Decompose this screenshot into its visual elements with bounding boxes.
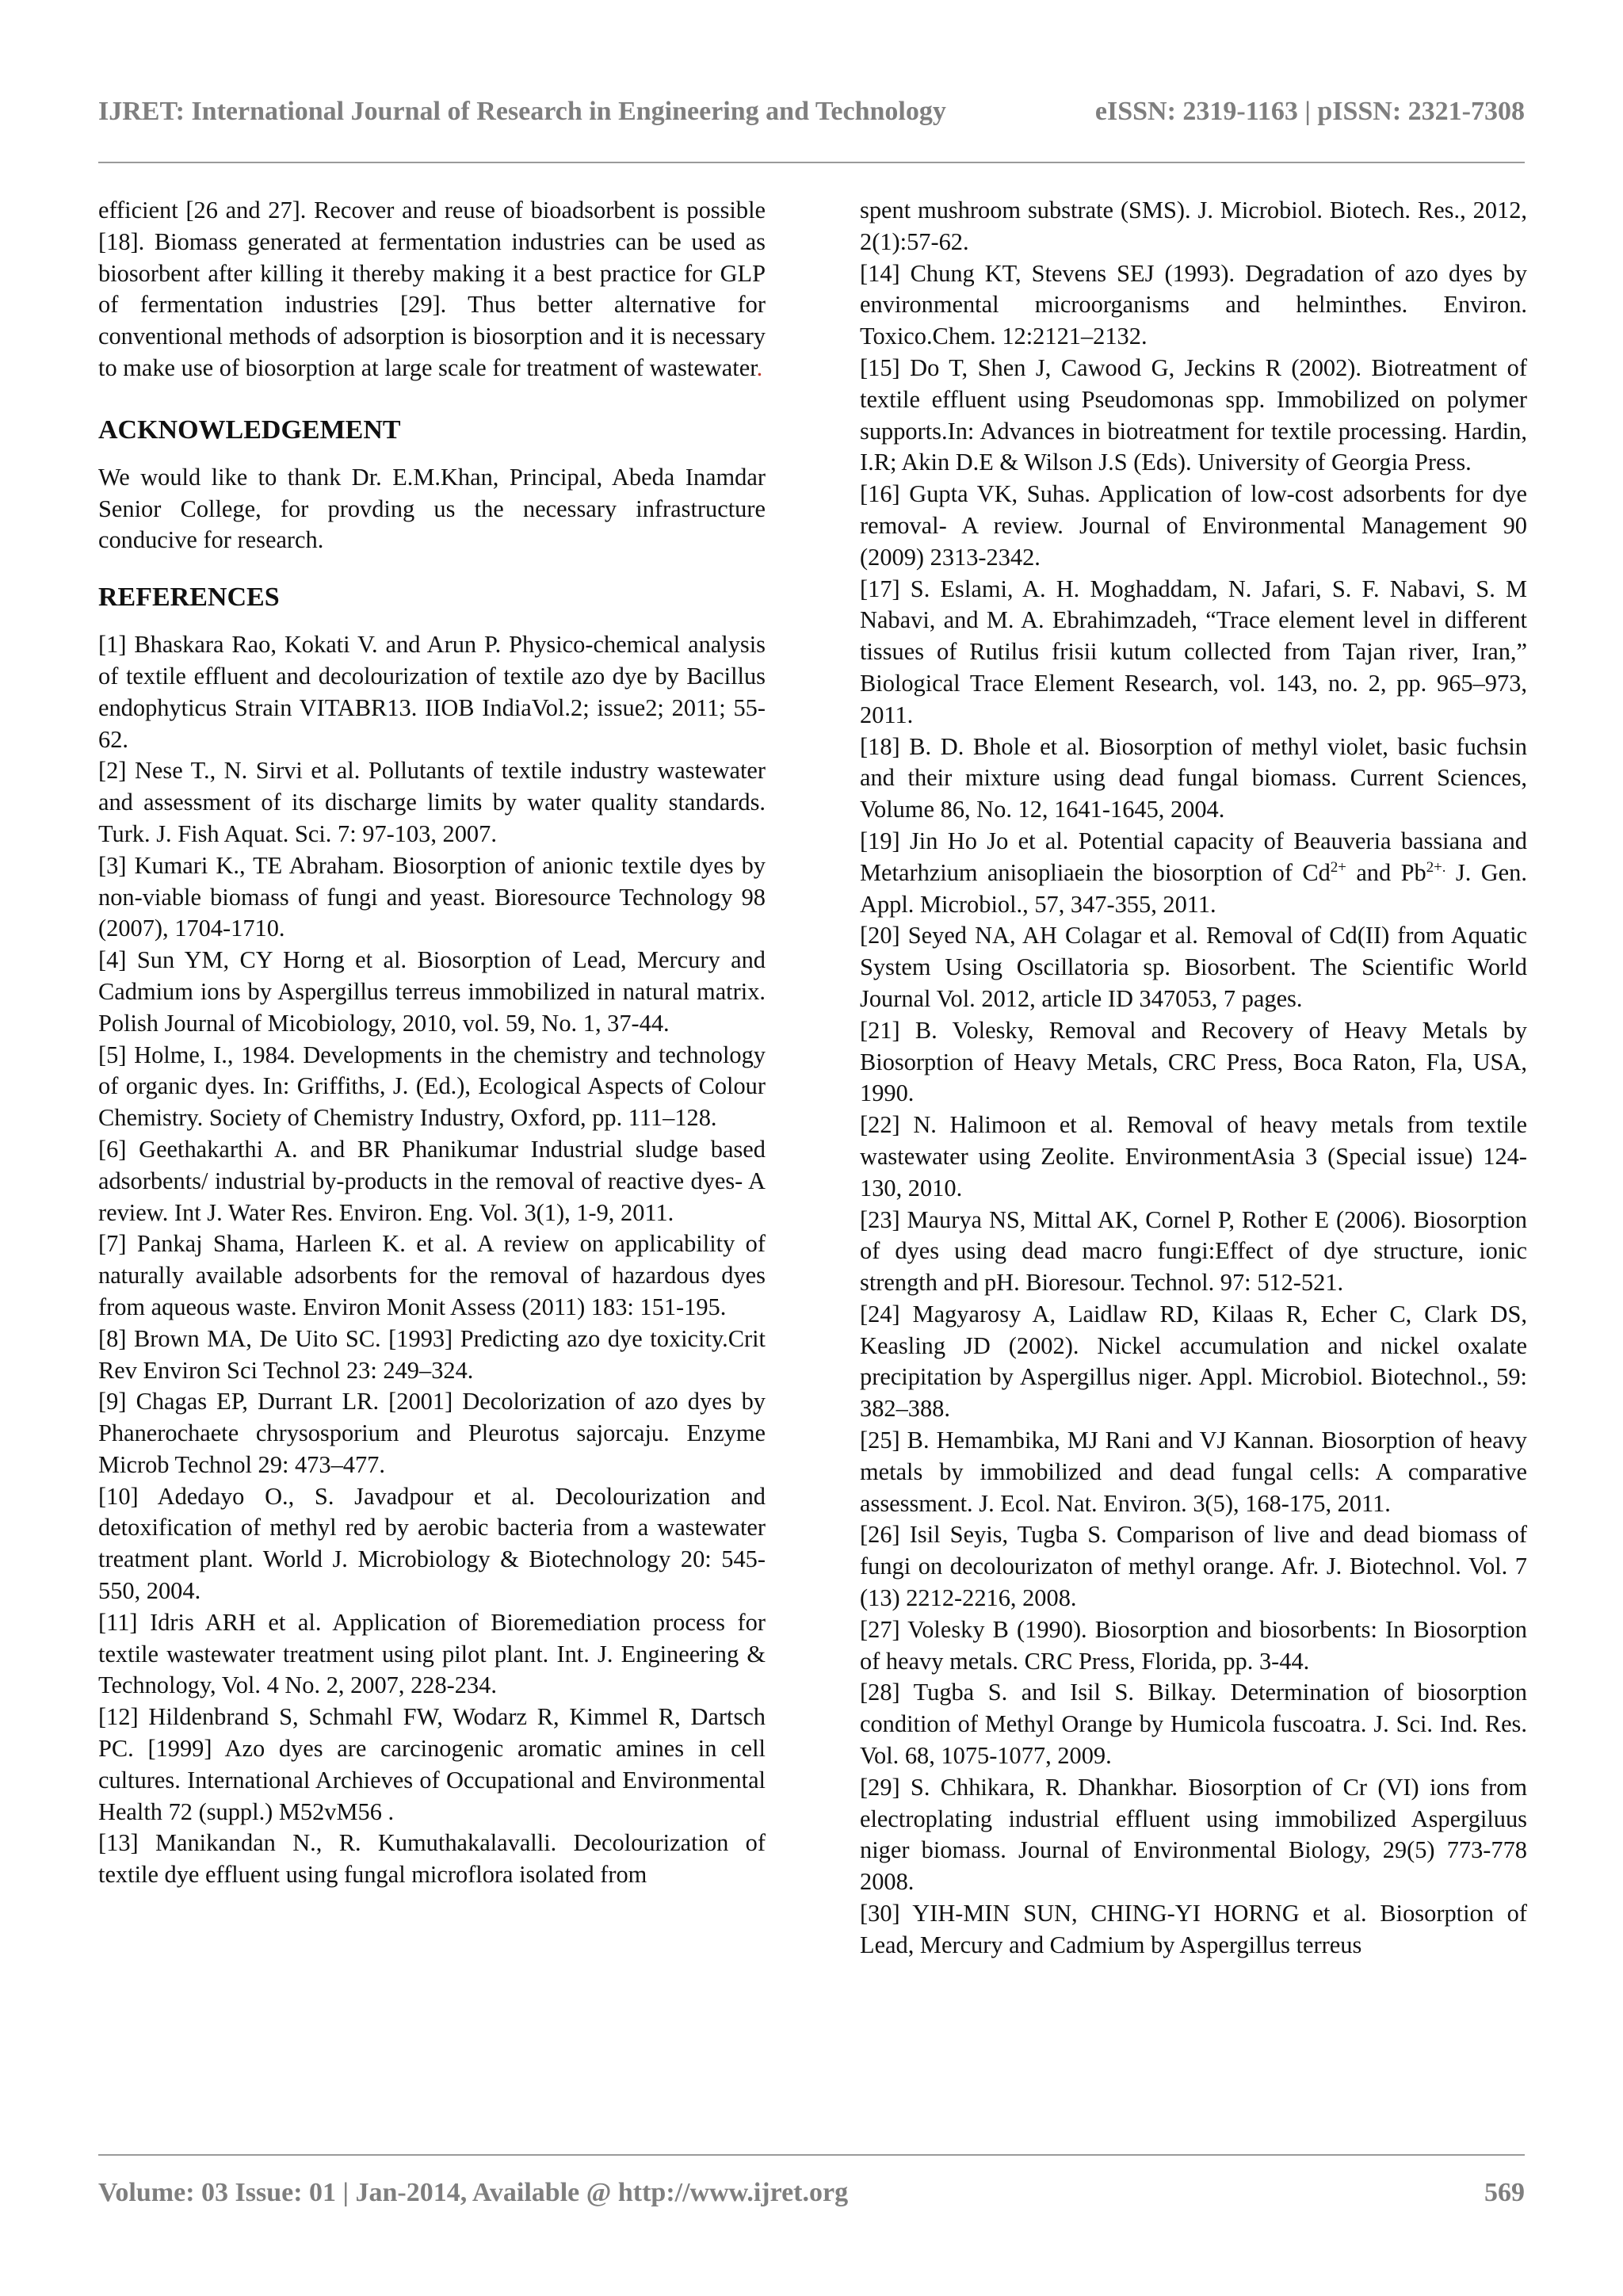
left-column bbox=[98, 195, 766, 1891]
reference-3: [3] Kumari K., TE Abraham. Biosorption of anionic textile dyes by non-viable biomass of fungi and yeast. Bioresource Technology 98 (2007), 1704-1710. bbox=[98, 851, 766, 942]
page-number: 569 bbox=[1484, 2178, 1525, 2207]
reference-17: [17] S. Eslami, A. H. Moghaddam, N. Jafari, S. F. Nabavi, S. M Nabavi, and M. A. Ebrahimzadeh, “Trace element level in different tissues of Rutilus frisii kutum collected from Tajan river, Iran,” Biological Trace Element Research, vol. 143, no. 2, pp. 965–973, 2011. bbox=[860, 575, 1527, 728]
reference-16: [16] Gupta VK, Suhas. Application of low-cost adsorbents for dye removal- A review. Journal of Environmental Management 90 (2009) 2313-2342. bbox=[860, 480, 1527, 571]
reference-13: [13] Manikandan N., R. Kumuthakalavalli. Decolourization of textile dye effluent using fungal microflora isolated from bbox=[98, 1829, 766, 1889]
reference-9: [9] Chagas EP, Durrant LR. [2001] Decolorization of azo dyes by Phanerochaete chrysosporium and Pleurotus sajorcaju. Enzyme Microb Technol 29: 473–477. bbox=[98, 1388, 766, 1478]
reference-29: [29] S. Chhikara, R. Dhankhar. Biosorption of Cr (VI) ions from electroplating industrial effluent using immobilized Aspergiluus niger biomass. Journal of Environmental Biology, 29(5) 773-778 2008. bbox=[860, 1773, 1527, 1896]
running-footer bbox=[98, 2178, 1525, 2208]
reference-25: [25] B. Hemambika, MJ Rani and VJ Kannan. Biosorption of heavy metals by immobilized and dead fungal cells: A comparative assessment. J. Ecol. Nat. Environ. 3(5), 168-175, 2011. bbox=[860, 1427, 1527, 1517]
reference-23: [23] Maurya NS, Mittal AK, Cornel P, Rother E (2006). Biosorption of dyes using dead macro fungi:Effect of dye structure, ionic strength and pH. Bioresour. Technol. 97: 512-521. bbox=[860, 1205, 1527, 1297]
references-heading: REFERENCES bbox=[98, 583, 280, 613]
journal-title: IJRET: International Journal of Research in Engineering and Technology bbox=[98, 97, 946, 126]
reference-4: [4] Sun YM, CY Horng et al. Biosorption of Lead, Mercury and Cadmium ions by Aspergillus terreus immobilized in natural matrix. Polish Journal of Micobiology, 2010, vol. 59, No. 1, 37-44. bbox=[98, 946, 766, 1037]
reference-11: [11] Idris ARH et al. Application of Bioremediation process for textile wastewater treatment using pilot plant. Int. J. Engineering & Technology, Vol. 4 No. 2, 2007, 228-234. bbox=[98, 1608, 766, 1699]
reference-18: [18] B. D. Bhole et al. Biosorption of methyl violet, basic fuchsin and their mixture using dead fungal biomass. Current Sciences, Volume 86, No. 12, 1641-1645, 2004. bbox=[860, 732, 1527, 823]
issn-label: eISSN: 2319-1163 | pISSN: 2321-7308 bbox=[1094, 97, 1525, 126]
reference-8: [8] Brown MA, De Uito SC. [1993] Predicting azo dye toxicity.Crit Rev Environ Sci Technol 23: 249–324. bbox=[98, 1324, 766, 1384]
reference-20: [20] Seyed NA, AH Colagar et al. Removal of Cd(II) from Aquatic System Using Oscillatoria sp. Biosorbent. The Scientific World Journal Vol. 2012, article ID 347053, 7 pages. bbox=[860, 922, 1527, 1012]
reference-21: [21] B. Volesky, Removal and Recovery of Heavy Metals by Biosorption of Heavy Metals, CRC Press, Boca Raton, Fla, USA, 1990. bbox=[860, 1016, 1527, 1107]
reference-7: [7] Pankaj Shama, Harleen K. et al. A review on applicability of naturally available adsorbents for the removal of hazardous dyes from aqueous waste. Environ Monit Assess (2011) 183: 151-195. bbox=[98, 1230, 766, 1320]
reference-2: [2] Nese T., N. Sirvi et al. Pollutants of textile industry wastewater and assessment of its discharge limits by water quality standards. Turk. J. Fish Aquat. Sci. 7: 97-103, 2007. bbox=[98, 757, 766, 847]
reference-13-continued: spent mushroom substrate (SMS). J. Microbiol. Biotech. Res., 2012, 2(1):57-62. bbox=[860, 197, 1527, 255]
header-rule bbox=[98, 162, 1525, 163]
intro-paragraph: efficient [26 and 27]. Recover and reuse of bioadsorbent is possible [18]. Biomass generated at fermentation industries can be used as biosorbent after killing it thereby making it a best practice for GLP of fermentation industries [29]. Thus better alternative for conventional methods of adsorption is biosorption and it is necessary to make use of biosorption at large scale for treatment of wastewater. bbox=[98, 197, 766, 381]
reference-30: [30] YIH-MIN SUN, CHING-YI HORNG et al. Biosorption of Lead, Mercury and Cadmium by Aspergillus terreus bbox=[860, 1900, 1527, 1958]
reference-27: [27] Volesky B (1990). Biosorption and biosorbents: In Biosorption of heavy metals. CRC Press, Florida, pp. 3-44. bbox=[860, 1615, 1527, 1675]
reference-10: [10] Adedayo O., S. Javadpour et al. Decolourization and detoxification of methyl red by aerobic bacteria from a wastewater treatment plant. World J. Microbiology & Biotechnology 20: 545-550, 2004. bbox=[98, 1482, 766, 1605]
volume-info: Volume: 03 Issue: 01 | Jan-2014, Available @ http://www.ijret.org bbox=[98, 2178, 849, 2207]
acknowledgement-text: We would like to thank Dr. E.M.Khan, Principal, Abeda Inamdar Senior College, for provding us the necessary infrastructure conducive for research. bbox=[98, 463, 766, 554]
acknowledgement-heading: ACKNOWLEDGEMENT bbox=[98, 415, 401, 445]
reference-26: [26] Isil Seyis, Tugba S. Comparison of live and dead biomass of fungi on decolourizaton of methyl orange. Afr. J. Biotechnol. Vol. 7 (13) 2212-2216, 2008. bbox=[860, 1521, 1527, 1612]
right-column bbox=[860, 195, 1527, 1962]
running-header bbox=[98, 97, 1525, 133]
reference-14: [14] Chung KT, Stevens SEJ (1993). Degradation of azo dyes by environmental microorganisms and helminthes. Environ. Toxico.Chem. 12:2121–2132. bbox=[860, 259, 1527, 350]
reference-22: [22] N. Halimoon et al. Removal of heavy metals from textile wastewater using Zeolite. EnvironmentAsia 3 (Special issue) 124-130, 2010. bbox=[860, 1111, 1527, 1201]
footer-rule bbox=[98, 2154, 1525, 2156]
reference-19: [19] Jin Ho Jo et al. Potential capacity of Beauveria bassiana and Metarhzium anisopliaein the biosorption of $Cd^{2+}$ and $Pb^{2+.}$ J. Gen. Appl. Microbiol., 57, 347-355, 2011. bbox=[860, 827, 1527, 918]
reference-6: [6] Geethakarthi A. and BR Phanikumar Industrial sludge based adsorbents/ industrial by-products in the removal of reactive dyes- A review. Int J. Water Res. Environ. Eng. Vol. 3(1), 1-9, 2011. bbox=[98, 1135, 766, 1226]
reference-24: [24] Magyarosy A, Laidlaw RD, Kilaas R, Echer C, Clark DS, Keasling JD (2002). Nickel accumulation and nickel oxalate precipitation by Aspergillus niger. Appl. Microbiol. Biotechnol., 59: 382–388. bbox=[860, 1300, 1527, 1423]
reference-5: [5] Holme, I., 1984. Developments in the chemistry and technology of organic dyes. In: Griffiths, J. (Ed.), Ecological Aspects of Colour Chemistry. Society of Chemistry Industry, Oxford, pp. 111–128. bbox=[98, 1041, 766, 1132]
reference-12: [12] Hildenbrand S, Schmahl FW, Wodarz R, Kimmel R, Dartsch PC. [1999] Azo dyes are carcinogenic aromatic amines in cell cultures. International Archieves of Occupational and Environmental Health 72 (suppl.) M52vM56 . bbox=[98, 1703, 766, 1825]
reference-28: [28] Tugba S. and Isil S. Bilkay. Determination of biosorption condition of Methyl Orange by Humicola fuscoatra. J. Sci. Ind. Res. Vol. 68, 1075-1077, 2009. bbox=[860, 1679, 1527, 1770]
reference-1: [1] Bhaskara Rao, Kokati V. and Arun P. Physico-chemical analysis of textile effluent and decolourization of textile azo dye by Bacillus endophyticus Strain VITABR13. IIOB IndiaVol.2; issue2; 2011; 55-62. bbox=[98, 631, 766, 753]
reference-15: [15] Do T, Shen J, Cawood G, Jeckins R (2002). Biotreatment of textile effluent using Pseudomonas spp. Immobilized on polymer supports.In: Advances in biotreatment for textile processing. Hardin, I.R; Akin D.E & Wilson J.S (Eds). University of Georgia Press. bbox=[860, 353, 1527, 476]
